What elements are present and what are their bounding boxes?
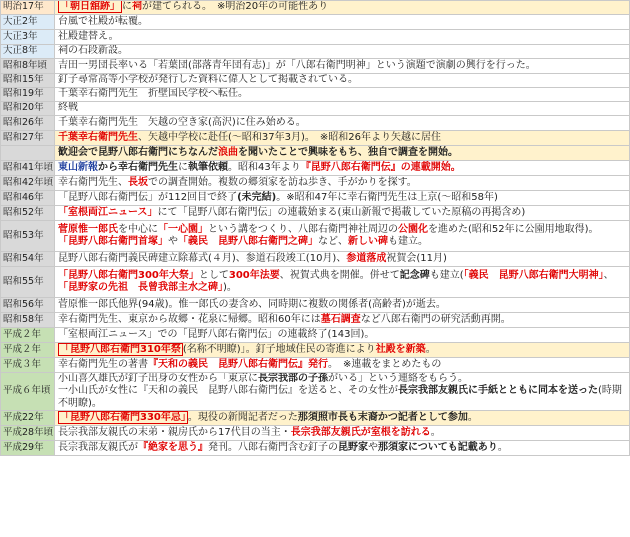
timeline-row <box>1 410 630 425</box>
highlighted-text: 歓迎会 <box>58 146 88 158</box>
timeline-row <box>1 116 630 131</box>
era-cell: 大正8年 <box>1 45 55 59</box>
timeline-row <box>1 252 630 267</box>
era-cell: 昭和20年 <box>1 102 55 116</box>
text-segment: 菅原惟一郎氏他界(94歳)。惟一郎氏の妻含め、同時期に複数の関係者(高齢者)が逝去。 <box>58 298 446 310</box>
highlighted-text: 墓石調査 <box>320 313 361 325</box>
text-segment: 幸右衛門先生の著書 <box>58 358 148 370</box>
text-segment: 長宗我部友親氏が <box>58 441 138 453</box>
highlighted-text: 那須照市長も末裔かつ記者として参加 <box>297 411 468 423</box>
text-segment: 。 <box>497 441 508 453</box>
text-segment: 長宗我部友親氏の末弟・親房氏から17代目の当主・ <box>58 426 291 438</box>
era-cell: 昭和27年 <box>1 131 55 146</box>
text-segment: 。 ※連載をまとめたもの <box>328 358 442 370</box>
event-description <box>55 221 630 252</box>
text-segment: 「昆野八郎右衛門伝」が112回目で終了 <box>58 191 238 203</box>
timeline-row <box>1 343 630 358</box>
timeline-body <box>1 1 630 456</box>
text-segment: 。 <box>425 343 436 355</box>
highlighted-text: 昆野八郎右衛門 <box>98 146 168 158</box>
text-segment: として <box>198 269 229 281</box>
highlighted-text: 「昆野家の先祖 長曾我部主水之碑」 <box>58 282 223 293</box>
text-segment: を中心に <box>118 223 158 235</box>
event-description <box>55 176 630 191</box>
event-description <box>55 267 630 298</box>
highlighted-text: 新しい碑 <box>348 236 388 247</box>
era-cell: 昭和53年 <box>1 221 55 252</box>
text-segment: 、矢越中学校に赴任(～昭和37年3月)。 ※昭和26年より矢越に居住 <box>138 131 441 143</box>
timeline-row <box>1 425 630 440</box>
text-segment: 幸右衛門先生、 <box>58 176 128 188</box>
event-description <box>55 373 630 411</box>
era-cell: 昭和41年頃 <box>1 161 55 176</box>
text-segment: を進めた(昭和52年に公園用地取得)。 <box>428 223 599 235</box>
era-cell: 平成３年 <box>1 358 55 373</box>
event-description <box>55 440 630 455</box>
event-description <box>55 74 630 88</box>
era-cell: 大正2年 <box>1 15 55 30</box>
highlighted-text: 「朝日舘跡」 <box>60 1 120 13</box>
event-description <box>55 328 630 343</box>
text-segment: 祠の石段新設。 <box>58 45 128 57</box>
highlighted-text: 長宗我部友親氏に手紙とともに同本を送った <box>398 385 598 397</box>
era-cell <box>1 146 55 161</box>
event-description <box>55 252 630 267</box>
era-cell: 大正3年 <box>1 30 55 45</box>
era-cell: 昭和42年頃 <box>1 176 55 191</box>
event-description <box>55 425 630 440</box>
highlighted-text: 300年法要 <box>228 269 280 281</box>
text-segment: 。釘子地域住民の寄進により <box>245 343 376 355</box>
era-cell: 昭和15年 <box>1 74 55 88</box>
text-segment: 終戦 <box>58 102 78 114</box>
era-cell: 昭和52年 <box>1 206 55 221</box>
timeline-row <box>1 131 630 146</box>
timeline-row <box>1 298 630 313</box>
era-cell: 昭和58年 <box>1 313 55 328</box>
highlighted-text: についても記載あり <box>408 441 498 453</box>
text-segment: 社殿建替え。 <box>58 30 119 42</box>
timeline-row <box>1 373 630 411</box>
highlighted-text: 千葉幸右衛門先生 <box>58 131 138 143</box>
event-description <box>55 410 630 425</box>
event-description <box>55 1 630 15</box>
text-segment: や <box>368 441 378 453</box>
text-segment: 一小山氏が女性に『天和の義民 昆野八郎右衛門伝』を送ると、その女性が <box>58 385 398 397</box>
event-description <box>55 298 630 313</box>
text-segment: 吉田一男団長率いる「若葉団(部落青年団有志)」が「八郎右衛門明神」という演題で演劇の興行を行った。 <box>58 59 536 71</box>
text-segment: 、祝賀式典を開催。併せて <box>279 269 400 281</box>
text-segment: 祝賀会(11月) <box>386 252 447 264</box>
highlighted-text: で <box>88 146 98 158</box>
era-cell: 平成２年 <box>1 328 55 343</box>
highlighted-text: (未完結) <box>237 191 277 203</box>
timeline-row <box>1 440 630 455</box>
text-segment: での調査開始。複数の郷須家を訪ね歩き、手がかりを探す。 <box>148 176 417 188</box>
highlighted-text: 「昆野八郎右衛門310年祭 <box>60 343 181 355</box>
highlighted-text: を開始。 <box>418 146 458 158</box>
event-description <box>55 88 630 102</box>
highlighted-text: 「義民 昆野八郎右衛門大明神」 <box>463 269 604 281</box>
timeline-row <box>1 328 630 343</box>
highlighted-text: から <box>98 161 118 173</box>
event-description <box>55 191 630 206</box>
timeline-row <box>1 146 630 161</box>
event-description <box>55 15 630 30</box>
text-segment: など八郎右衛門の研究活動再開。 <box>360 313 511 325</box>
text-segment: 。 <box>467 411 478 423</box>
era-cell: 昭和56年 <box>1 298 55 313</box>
timeline-row <box>1 358 630 373</box>
highlighted-text: 社殿を新築 <box>375 343 426 355</box>
highlighted-text: 菅原惟一郎氏 <box>58 223 118 235</box>
era-cell: 平成２年 <box>1 343 55 358</box>
highlighted-text: 公園化 <box>398 223 428 235</box>
timeline-row <box>1 176 630 191</box>
highlighted-text: 記念碑 <box>399 269 430 281</box>
text-segment: にて「昆野八郎右衛門伝」の連載始まる(東山新報で掲載していた原稿の再掲含め) <box>157 206 526 218</box>
text-segment: 「室根両江ニュース」での「昆野八郎右衛門伝」の連載終了(143回)。 <box>58 328 375 340</box>
text-segment: 台風で社殿が転覆。 <box>58 15 148 27</box>
text-segment: も建立( <box>429 269 464 281</box>
event-description <box>55 102 630 116</box>
timeline-row <box>1 74 630 88</box>
timeline-row <box>1 313 630 328</box>
text-segment: 、 <box>603 269 614 281</box>
era-cell: 昭和54年 <box>1 252 55 267</box>
era-cell: 明治17年 <box>1 1 55 15</box>
highlighted-text: にちなんだ <box>168 146 218 158</box>
text-segment: 千葉幸右衛門先生 矢越の空き家(高沢)に住み始める。 <box>58 116 306 128</box>
timeline-row <box>1 206 630 221</box>
text-segment: 幸右衛門先生、東京から故郷・花泉に帰郷。昭和60年には <box>58 313 321 325</box>
timeline-row <box>1 88 630 102</box>
highlighted-text: 長宗我部の子孫 <box>258 373 328 384</box>
highlighted-text: 浪曲 <box>218 146 238 158</box>
highlighted-text: 「義民 昆野八郎右衛門之碑」 <box>178 236 318 247</box>
text-segment: や <box>168 236 178 247</box>
timeline-row <box>1 1 630 15</box>
text-segment: に <box>122 1 132 13</box>
timeline-row <box>1 191 630 206</box>
timeline-row <box>1 161 630 176</box>
highlighted-text: 東山新報 <box>58 161 98 173</box>
text-segment: (名称不明瞭)」 <box>182 343 246 355</box>
timeline-row <box>1 102 630 116</box>
text-segment: 千葉幸右衛門先生 折壁国民学校へ転任。 <box>58 88 248 100</box>
timeline-row <box>1 59 630 74</box>
event-description <box>55 358 630 373</box>
text-segment: 。昭和43年より <box>228 161 301 173</box>
highlighted-text: 長宗我部友親氏が室根を訪れる <box>290 426 431 438</box>
event-description <box>55 313 630 328</box>
highlighted-text: 『絶家を思う』 <box>138 441 208 453</box>
era-cell: 昭和46年 <box>1 191 55 206</box>
highlighted-text: 昆野家 <box>338 441 368 453</box>
highlighted-text: 「昆野八郎右衛門330年忌」 <box>60 411 186 423</box>
event-description <box>55 146 630 161</box>
event-description <box>55 161 630 176</box>
highlighted-text: 「昆野八郎右衛門300年大祭」 <box>58 269 199 281</box>
text-segment: という講をつくり、八郎右衛門神社周辺の <box>208 223 398 235</box>
highlighted-text: 「昆野八郎右衛門首塚」 <box>58 236 168 247</box>
era-cell: 平成29年 <box>1 440 55 455</box>
event-description <box>55 116 630 131</box>
highlighted-text: 『天和の義民 昆野八郎右衛門伝』発行 <box>148 358 328 370</box>
era-cell: 平成６年頃 <box>1 373 55 411</box>
timeline-row <box>1 45 630 59</box>
text-segment: (時期不明瞭)。 <box>58 385 622 409</box>
text-segment: 昆野八郎右衛門義民碑建立除幕式(４月)、参道石段竣工(10月)、 <box>58 252 347 264</box>
highlighted-text: 調査 <box>398 146 418 158</box>
era-cell: 昭和55年 <box>1 267 55 298</box>
text-segment: 小山喜久雄氏が釘子出身の女性から「東京に <box>58 373 258 384</box>
highlighted-text: 祠 <box>132 1 142 13</box>
highlighted-text: 執筆依頼 <box>188 161 228 173</box>
event-description <box>55 343 630 358</box>
highlighted-text: を聞いたことで興味をもち、独自で <box>238 146 398 158</box>
timeline-row <box>1 15 630 30</box>
highlighted-text: 「室根両江ニュース」 <box>58 206 158 218</box>
text-segment: )。 <box>223 282 237 293</box>
text-segment: も建立。 <box>388 236 428 247</box>
era-cell: 昭和26年 <box>1 116 55 131</box>
text-segment: 。 <box>430 426 441 438</box>
highlighted-text: 「一心園」 <box>158 223 208 235</box>
event-description <box>55 206 630 221</box>
text-segment: 発刊。八郎右衛門含む釘子の <box>208 441 338 453</box>
era-cell: 平成22年 <box>1 410 55 425</box>
event-description <box>55 30 630 45</box>
highlighted-text: 参道落成 <box>346 252 387 264</box>
text-segment: など、 <box>318 236 348 247</box>
era-cell: 昭和8年頃 <box>1 59 55 74</box>
era-cell: 昭和19年 <box>1 88 55 102</box>
highlighted-text: 幸右衛門先生 <box>118 161 178 173</box>
text-segment: 釘子尋常高等小学校が発行した資料に偉人として掲載されている。 <box>58 74 358 86</box>
text-segment: が建てられる。 ※明治20年の可能性あり <box>142 1 329 13</box>
highlighted-text: 『昆野八郎右衛門伝』の連載開始。 <box>300 161 461 173</box>
era-cell: 平成28年頃 <box>1 425 55 440</box>
event-description <box>55 45 630 59</box>
event-description <box>55 131 630 146</box>
timeline-row <box>1 267 630 298</box>
text-segment: 。現役の新聞記者だった <box>187 411 298 423</box>
text-segment: がいる」という連絡をもらう。 <box>328 373 468 384</box>
timeline-row <box>1 221 630 252</box>
highlighted-text: 那須家 <box>378 441 408 453</box>
text-segment: に <box>178 161 188 173</box>
highlighted-text: 長坂 <box>128 176 148 188</box>
text-segment: 。※昭和47年に幸右衛門先生は上京(～昭和58年) <box>276 191 498 203</box>
event-description <box>55 59 630 74</box>
timeline-row <box>1 30 630 45</box>
